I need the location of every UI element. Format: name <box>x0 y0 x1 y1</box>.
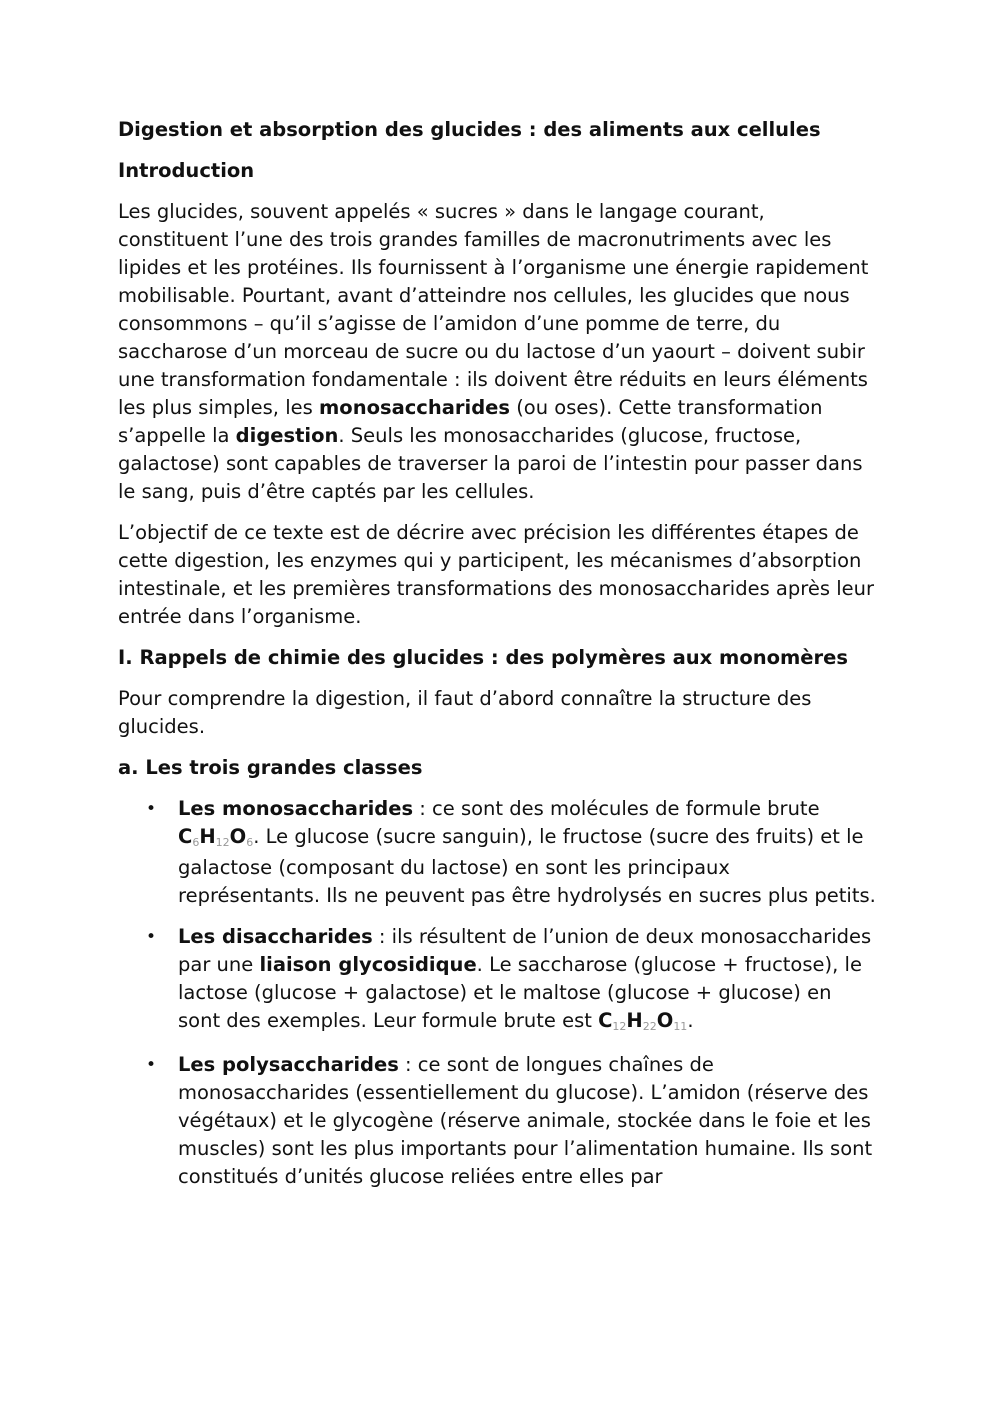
intro-p1-bold-digestion: digestion <box>235 424 339 447</box>
di-formula-h-sub: 22 <box>642 1020 657 1033</box>
term-polysaccharides: Les polysaccharides <box>178 1053 399 1076</box>
mono-text-2: . Le glucose (sucre sanguin), le fructose (sucre des fruits) et le galactose (composant du lactose) en sont les principaux représentants. Ils ne peuvent pas être hydrolysés en sucres plus petits. <box>178 825 876 907</box>
intro-p1-text-3: . Seuls les monosaccharides (glucose, fructose, galactose) sont capables de traverser la paroi de l’intestin pour passer dans le sang, puis d’être captés par les cellules. <box>118 424 863 503</box>
di-text-2: . Le saccharose (glucose + fructose), le lactose (glucose + galactose) et le maltose (glucose + glucose) en sont des exemples. Leur formule brute est <box>178 953 862 1032</box>
di-formula-c: C <box>598 1009 613 1032</box>
di-formula-o: O <box>656 1009 674 1032</box>
mono-formula-o: O <box>229 825 247 848</box>
section-1-heading: I. Rappels de chimie des glucides : des polymères aux monomères <box>118 646 848 669</box>
poly-text-1: : ce sont de longues chaînes de monosaccharides (essentiellement du glucose). L’amidon (réserve des végétaux) et le glycogène (réserve animale, stockée dans le foie et les muscles) sont les plus importants pour l’alimentation humaine. Ils sont constitués d’unités glucose reliées entre elles par <box>178 1053 873 1188</box>
mono-formula-h-sub: 12 <box>215 836 230 849</box>
term-disaccharides: Les disaccharides <box>178 925 373 948</box>
mono-text-1: : ce sont des molécules de formule brute <box>413 797 820 820</box>
di-formula-c-sub: 12 <box>612 1020 627 1033</box>
subsection-a-heading: a. Les trois grandes classes <box>118 756 423 779</box>
list-item-monosaccharides <box>118 795 876 910</box>
mono-formula-h: H <box>199 825 216 848</box>
di-text-1: : ils résultent de l’union de deux monosaccharides par une <box>178 925 872 976</box>
mono-formula-o-sub: 6 <box>246 836 254 849</box>
mono-formula-c-sub: 6 <box>192 836 200 849</box>
di-formula-h: H <box>626 1009 643 1032</box>
introduction-heading: Introduction <box>118 159 255 182</box>
di-formula-o-sub: 11 <box>673 1020 688 1033</box>
document-page <box>118 116 876 1204</box>
classes-list <box>118 795 876 1191</box>
mono-formula-c: C <box>178 825 193 848</box>
document-title: Digestion et absorption des glucides : des aliments aux cellules <box>118 118 821 141</box>
intro-paragraph-1 <box>118 198 876 506</box>
intro-p1-text-2: (ou oses). Cette transformation s’appelle la <box>118 396 823 447</box>
list-item-disaccharides <box>118 923 876 1038</box>
di-bold-glycosidic-bond: liaison glycosidique <box>259 953 477 976</box>
intro-p1-bold-monosaccharides: monosaccharides <box>318 396 510 419</box>
di-text-3: . <box>687 1009 694 1032</box>
section-1-paragraph: Pour comprendre la digestion, il faut d’abord connaître la structure des glucides. <box>118 687 812 738</box>
term-monosaccharides: Les monosaccharides <box>178 797 414 820</box>
intro-paragraph-2: L’objectif de ce texte est de décrire avec précision les différentes étapes de cette digestion, les enzymes qui y participent, les mécanismes d’absorption intestinale, et les premières transformations des monosaccharides après leur entrée dans l’organisme. <box>118 521 874 628</box>
intro-p1-text-1: Les glucides, souvent appelés « sucres » dans le langage courant, constituent l’une des trois grandes familles de macronutriments avec les lipides et les protéines. Ils fournissent à l’organisme une énergie rapidement mobilisable. Pourtant, avant d’atteindre nos cellules, les glucides que nous consommons – qu’il s’agisse de l’amidon d’une pomme de terre, du saccharose d’un morceau de sucre ou du lactose d’un yaourt – doivent subir une transformation fondamentale : ils doivent être réduits en leurs éléments les plus simples, les <box>118 200 869 419</box>
list-item-polysaccharides <box>118 1051 876 1191</box>
